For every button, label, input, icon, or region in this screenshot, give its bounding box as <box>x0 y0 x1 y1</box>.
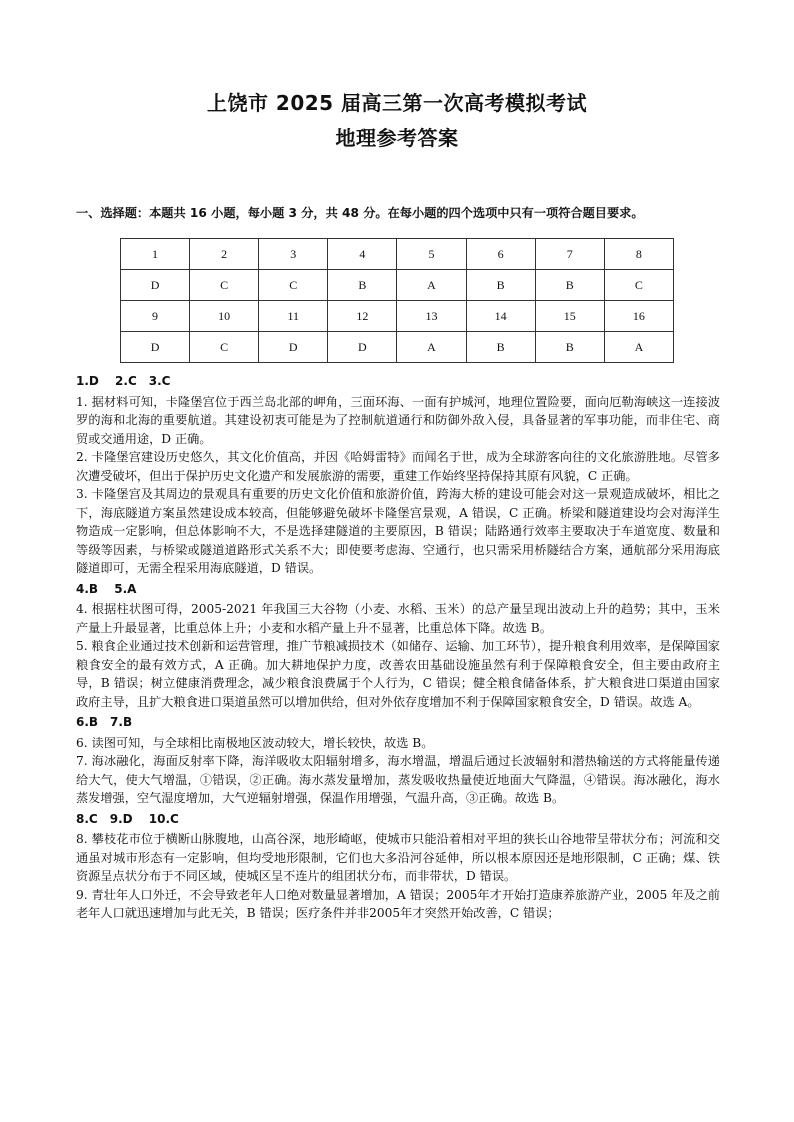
explanation-paragraph: 1. 据材料可知，卡隆堡宫位于西兰岛北部的岬角，三面环海、一面有护城河，地理位置险要，面向厄勒海峡这一连接波罗的海和北海的重要航道。其建设初衷可能是为了控制航道通行和防御外敌入侵，具备显著的军事功能，而非住宅、商贸或交通用途，D 正确。 <box>76 394 720 446</box>
question-number-cell: 3 <box>259 239 328 270</box>
explanation-paragraph: 2. 卡隆堡宫建设历史悠久，其文化价值高，并因《哈姆雷特》而闻名于世，成为全球游客向往的文化旅游胜地。尽管多次遭受破坏，但出于保护历史文化遗产和发展旅游的需要，重建工作始终坚持保持其原有风貌，C 正确。 <box>76 450 720 483</box>
question-number-cell: 5 <box>397 239 466 270</box>
answer-group-heading: 6.B 7.B <box>76 715 133 729</box>
explanation-paragraph: 3. 卡隆堡宫及其周边的景观具有重要的历史文化价值和旅游价值，跨海大桥的建设可能会对这一景观造成破坏，相比之下，海底隧道方案虽然建设成本较高，但能够避免破坏卡隆堡宫景观，A 错误，C 正确。桥梁和隧道建设均会对海洋生物造成一定影响，但总体影响不大，不是选择建隧道的主要原因，B 错误；陆路通行效率主要取决于车道宽度、数量和等级等因素，与桥梁或隧道道路形式关系不大；即使要考虑海、空通行，也只需采用桥隧结合方案，通航部分采用海底隧道即可，无需全程采用海底隧道，D 错误。 <box>76 487 720 575</box>
answer-table <box>120 238 674 363</box>
answer-cell: A <box>604 332 673 363</box>
answer-cell: C <box>190 270 259 301</box>
question-number-cell: 11 <box>259 301 328 332</box>
question-number-cell: 9 <box>121 301 190 332</box>
question-number-cell: 8 <box>604 239 673 270</box>
question-number-cell: 14 <box>466 301 535 332</box>
answer-cell: C <box>259 270 328 301</box>
answer-cell: D <box>121 270 190 301</box>
explanation-paragraph: 5. 粮食企业通过技术创新和运营管理，推广节粮减损技术（如储存、运输、加工环节），提升粮食利用效率，是保障国家粮食安全的最有效方式，A 正确。加大耕地保护力度，改善农田基础设施虽然有利于保障粮食安全，但主要由政府主导，B 错误；树立健康消费理念，减少粮食浪费属于个人行为，C 错误；健全粮食储备体系，扩大粮食进口渠道由国家政府主导，且扩大粮食进口渠道虽然可以增加供给，但对外依存度增加不利于保障国家粮食安全，D 错误。故选 A。 <box>76 639 720 709</box>
answer-cell: A <box>397 332 466 363</box>
explanation-paragraph: 4. 根据柱状图可得，2005-2021 年我国三大谷物（小麦、水稻、玉米）的总产量呈现出波动上升的趋势；其中，玉米产量上升最显著，比重总体上升；小麦和水稻产量上升不显著，比重总体下降。故选 B。 <box>76 602 720 635</box>
question-number-cell: 4 <box>328 239 397 270</box>
explanation-paragraph: 8. 攀枝花市位于横断山脉腹地，山高谷深，地形崎岖，使城市只能沿着相对平坦的狭长山谷地带呈带状分布；河流和交通虽对城市形态有一定影响，但均受地形限制，它们也大多沿河谷延伸，所以根本原因还是地形限制，C 正确；煤、铁资源呈点状分布于不同区域，使城区呈不连片的组团状分布，而非带状，D 错误。 <box>76 832 720 883</box>
answer-cell: D <box>259 332 328 363</box>
question-number-cell: 16 <box>604 301 673 332</box>
explanations <box>76 370 720 923</box>
question-number-cell: 13 <box>397 301 466 332</box>
answer-group-heading: 8.C 9.D 10.C <box>76 811 179 826</box>
question-number-cell: 2 <box>190 239 259 270</box>
answer-group-heading: 4.B 5.A <box>76 581 137 596</box>
answer-row <box>121 332 674 363</box>
explanation-paragraph: 7. 海冰融化，海面反射率下降，海洋吸收太阳辐射增多，海水增温，增温后通过长波辐射和潜热输送的方式将能量传递给大气，使大气增温，①错误，②正确。海水蒸发量增加，蒸发吸收热量使近地面大气降温，④错误。海冰融化，海水蒸发增强，空气湿度增加，大气逆辐射增强，保温作用增强，气温升高，③正确。故选 B。 <box>76 754 720 805</box>
question-number-row <box>121 239 674 270</box>
answer-row <box>121 270 674 301</box>
answer-cell: B <box>535 270 604 301</box>
answer-cell: A <box>397 270 466 301</box>
answer-cell: C <box>190 332 259 363</box>
explanation-paragraph: 6. 读图可知，与全球相比南极地区波动较大，增长较快，故选 B。 <box>76 735 434 750</box>
document-subtitle: 地理参考答案 <box>335 126 459 150</box>
answer-cell: B <box>466 332 535 363</box>
section-heading: 一、选择题：本题共 16 小题，每小题 3 分，共 48 分。在每小题的四个选项中只有一项符合题目要求。 <box>76 206 644 220</box>
answer-cell: B <box>328 270 397 301</box>
question-number-cell: 12 <box>328 301 397 332</box>
question-number-cell: 10 <box>190 301 259 332</box>
answer-cell: B <box>466 270 535 301</box>
question-number-row <box>121 301 674 332</box>
question-number-cell: 1 <box>121 239 190 270</box>
answer-cell: C <box>604 270 673 301</box>
explanation-paragraph: 9. 青壮年人口外迁，不会导致老年人口绝对数量显著增加，A 错误；2005年才开始打造康养旅游产业，2005 年及之前老年人口就迅速增加与此无关，B 错误；医疗条件并非2005年才突然开始改善，C 错误； <box>76 887 720 920</box>
question-number-cell: 7 <box>535 239 604 270</box>
answer-group-heading: 1.D 2.C 3.C <box>76 374 171 388</box>
question-number-cell: 15 <box>535 301 604 332</box>
answer-cell: B <box>535 332 604 363</box>
answer-cell: D <box>328 332 397 363</box>
question-number-cell: 6 <box>466 239 535 270</box>
answer-cell: D <box>121 332 190 363</box>
document-title: 上饶市 2025 届高三第一次高考模拟考试 <box>206 91 588 115</box>
